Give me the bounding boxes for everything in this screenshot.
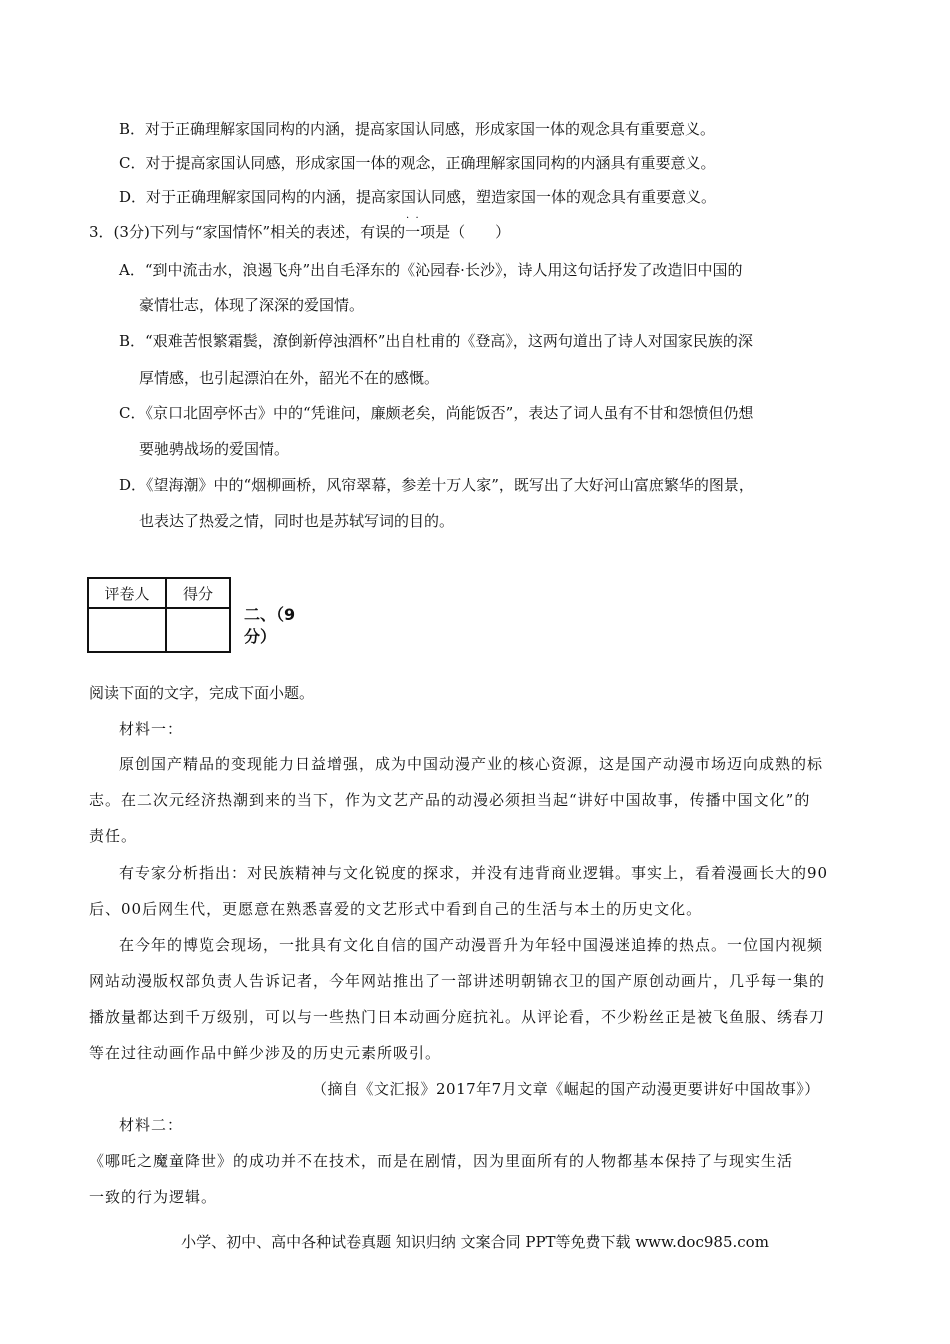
q3-option-c-line2: 要驰骋战场的爱国情。 — [139, 440, 290, 458]
emphasis-dots: · · — [406, 213, 419, 224]
material1-line: 在今年的博览会现场，一批具有文化自信的国产动漫晋升为年轻中国漫迷追捧的热点。一位国内视频 — [119, 936, 824, 954]
material2-heading: 材料二： — [119, 1116, 184, 1134]
section-heading — [244, 604, 295, 648]
q2-option-b: B．对于正确理解家国同构的内涵，提高家国认同感，形成家国一体的观念具有重要意义。 — [119, 120, 716, 138]
material1-line: 网站动漫版权部负责人告诉记者，今年网站推出了一部讲述明朝锦衣卫的国产原创动画片，几乎每一集的 — [89, 972, 826, 990]
material1-line: 原创国产精品的变现能力日益增强，成为中国动漫产业的核心资源，这是国产动漫市场迈向成熟的标 — [119, 755, 824, 773]
material2-line: 一致的行为逻辑。 — [89, 1188, 218, 1206]
q3-option-a-line2: 豪情壮志，体现了深深的爱国情。 — [139, 296, 365, 314]
section-heading-line2: 分） — [244, 627, 277, 646]
score-table-header-grader: 评卷人 — [88, 578, 166, 608]
q3-option-c-line1: C．《京口北固亭怀古》中的“凭谁问，廉颇老矣，尚能饭否”，表达了词人虽有不甘和怨愤但仍想 — [119, 404, 754, 422]
material1-source: （摘自《文汇报》2017年7月文章《崛起的国产动漫更要讲好中国故事》） — [312, 1080, 820, 1098]
score-table-header-score: 得分 — [166, 578, 230, 608]
q3-stem: 3．(3分)下列与“家国情怀”相关的表述，有误的一项是（ ） — [89, 223, 511, 241]
section-heading-line1: 二、（9 — [244, 605, 296, 624]
material1-line: 后、00后网生代，更愿意在熟悉喜爱的文艺形式中看到自己的生活与本土的历史文化。 — [89, 900, 703, 918]
material1-heading: 材料一： — [119, 720, 184, 738]
score-table-cell-grader — [88, 608, 166, 652]
q3-option-d-line2: 也表达了热爱之情，同时也是苏轼写词的目的。 — [139, 512, 455, 530]
score-table — [87, 577, 231, 653]
q3-option-d-line1: D．《望海潮》中的“烟柳画桥，风帘翠幕，参差十万人家”，既写出了大好河山富庶繁华的图景， — [119, 476, 754, 494]
q2-option-d: D．对于正确理解家国同构的内涵，提高家国认同感，塑造家国一体的观念具有重要意义。 — [119, 188, 717, 206]
material1-line: 播放量都达到千万级别，可以与一些热门日本动画分庭抗礼。从评论看，不少粉丝正是被飞鱼服、绣春刀 — [89, 1008, 826, 1026]
material1-line: 等在过往动画作品中鲜少涉及的历史元素所吸引。 — [89, 1044, 442, 1062]
material2-line: 《哪吒之魔童降世》的成功并不在技术，而是在剧情，因为里面所有的人物都基本保持了与现实生活 — [89, 1152, 794, 1170]
page-footer: 小学、初中、高中各种试卷真题 知识归纳 文案合同 PPT等免费下载 www.doc985.com — [181, 1233, 769, 1251]
material1-line: 有专家分析指出：对民族精神与文化锐度的探求，并没有违背商业逻辑。事实上，看着漫画长大的90 — [119, 864, 829, 882]
material1-line: 志。在二次元经济热潮到来的当下，作为文艺产品的动漫必须担当起“讲好中国故事，传播中国文化”的 — [89, 791, 811, 809]
score-table-cell-score — [166, 608, 230, 652]
material1-line: 责任。 — [89, 827, 138, 845]
q3-option-b-line2: 厚情感，也引起漂泊在外，韶光不在的感慨。 — [139, 369, 440, 387]
q3-option-b-line1: B．“艰难苦恨繁霜鬓，潦倒新停浊酒杯”出自杜甫的《登高》，这两句道出了诗人对国家民族的深 — [119, 332, 753, 350]
q3-option-a-line1: A．“到中流击水，浪遏飞舟”出自毛泽东的《沁园春·长沙》，诗人用这句话抒发了改造旧中国的 — [119, 261, 743, 279]
reading-instruction: 阅读下面的文字，完成下面小题。 — [89, 684, 315, 702]
q2-option-c: C．对于提高家国认同感，形成家国一体的观念，正确理解家国同构的内涵具有重要意义。 — [119, 154, 716, 172]
